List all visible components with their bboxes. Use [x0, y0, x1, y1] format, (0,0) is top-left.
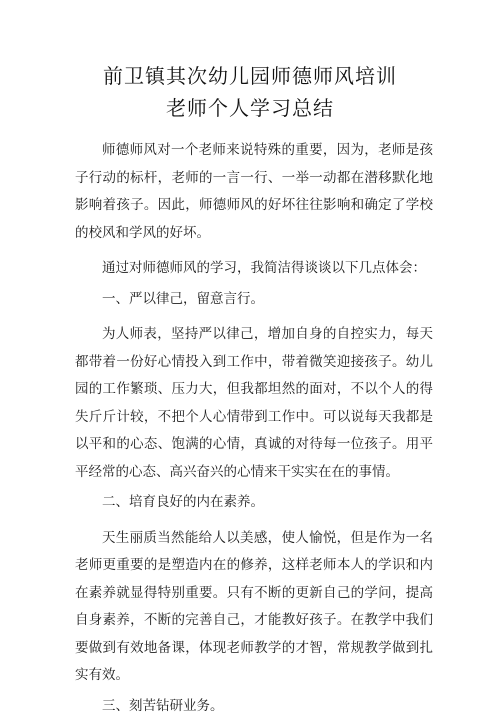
- section-heading-2: 二、培育良好的内在素养。: [75, 489, 433, 517]
- section-body-1: 为人师表，坚持严以律己，增加自身的自控实力，每天都带着一份好心情投入到工作中，带着微笑迎接孩子。幼儿园的工作繁琐、压力大，但我都坦然的面对，不以个人的得失斤斤计较，不把个人心情带到工作中。可以说每天我都是以平和的心态、饱满的心情，真诚的对待每一位孩子。用平平经常的心态、高兴奋兴的心情来干实实在在的事情。: [75, 321, 433, 486]
- document-body: [75, 137, 433, 720]
- section-body-2: 天生丽质当然能给人以美感，使人愉悦，但是作为一名老师更重要的是塑造内在的修养，这样老师本人的学识和内在素养就显得特别重要。只有不断的更新自己的学问，提高自身素养，不断的完善自己，才能教好孩子。在教学中我们要做到有效地备课，体现老师教学的才智，常规教学做到扎实有效。: [75, 525, 433, 690]
- document-subtitle: 老师个人学习总结: [0, 92, 500, 121]
- intro-paragraph: 师德师风对一个老师来说特殊的重要，因为，老师是孩子行动的标杆，老师的一言一行、一举一动都在潜移默化地影响着孩子。因此，师德师风的好坏往往影响和确定了学校的校风和学风的好坏。: [75, 137, 433, 247]
- section-heading-3: 三、刻苦钻研业务。: [75, 693, 433, 720]
- document-title: 前卫镇其次幼儿园师德师风培训: [0, 60, 500, 89]
- lead-paragraph: 通过对师德师风的学习，我简洁得谈谈以下几点体会：: [75, 255, 433, 283]
- section-heading-1: 一、严以律己，留意言行。: [75, 286, 433, 314]
